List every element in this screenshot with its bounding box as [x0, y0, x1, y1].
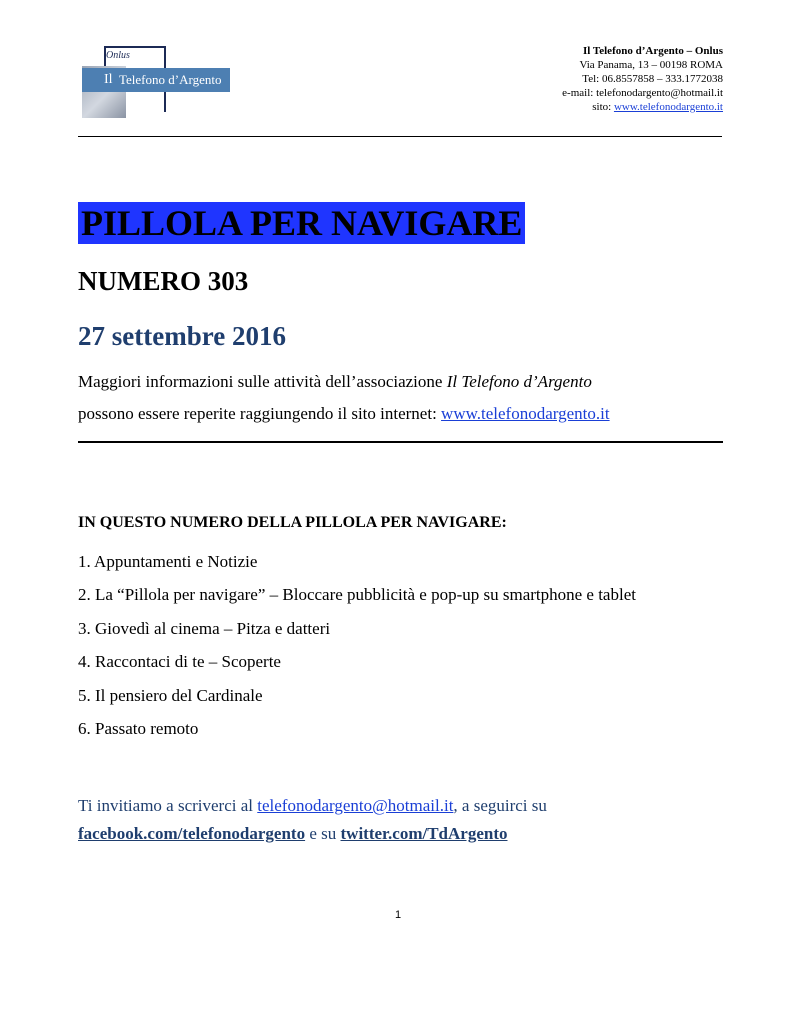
info-line-2 [78, 404, 610, 424]
email-link[interactable]: telefonodargento@hotmail.it [257, 796, 454, 815]
facebook-link[interactable]: facebook.com/telefonodargento [78, 824, 306, 843]
page-title: PILLOLA PER NAVIGARE [78, 202, 525, 244]
contact-line-2 [78, 824, 508, 844]
contact-line-1 [78, 796, 547, 816]
association-name: Il Telefono d’Argento [446, 372, 592, 391]
phone: Tel: 06.8557858 – 333.1772038 [582, 73, 723, 85]
logo-name: Telefono d’Argento [119, 72, 222, 87]
site-link[interactable]: www.telefonodargento.it [613, 101, 723, 113]
info-text-1: Maggiori informazioni sulle attività dell’associazione [78, 372, 447, 391]
website-link[interactable]: www.telefonodargento.it [441, 404, 610, 423]
contents-list [78, 545, 636, 745]
issue-date: 27 settembre 2016 [78, 321, 286, 351]
site-line [562, 100, 723, 114]
page-number: 1 [395, 909, 402, 921]
contact-prefix: Ti invitiamo a scriverci al [78, 796, 258, 815]
list-item: 2. La “Pillola per navigare” – Bloccare pubblicità e pop-up su smartphone e tablet [78, 585, 636, 605]
list-item: 1. Appuntamenti e Notizie [78, 552, 258, 571]
info-text-2: possono essere reperite raggiungendo il sito internet: [78, 404, 442, 423]
logo-il: Il [104, 72, 113, 87]
section-divider [78, 441, 723, 443]
list-item: 6. Passato remoto [78, 719, 199, 739]
header-address-block [562, 44, 723, 114]
header-divider [78, 136, 722, 137]
list-item: 3. Giovedì al cinema – Pitza e datteri [78, 618, 331, 638]
address: Via Panama, 13 – 00198 ROMA [579, 59, 723, 71]
org-name: Il Telefono d’Argento – Onlus [583, 45, 723, 57]
list-item: 4. Raccontaci di te – Scoperte [78, 652, 281, 672]
contact-mid: , a seguirci su [453, 796, 547, 815]
section-title: IN QUESTO NUMERO DELLA PILLOLA PER NAVIGARE: [78, 514, 507, 531]
twitter-link[interactable]: twitter.com/TdArgento [340, 824, 508, 843]
list-item: 5. Il pensiero del Cardinale [78, 685, 263, 705]
email: e-mail: telefonodargento@hotmail.it [562, 87, 723, 99]
issue-number: NUMERO 303 [78, 266, 249, 296]
logo-onlus: Onlus [106, 50, 130, 61]
contact-and: e su [305, 824, 341, 843]
logo [82, 44, 232, 120]
info-line-1 [78, 372, 592, 392]
site-label: sito: [592, 101, 614, 113]
